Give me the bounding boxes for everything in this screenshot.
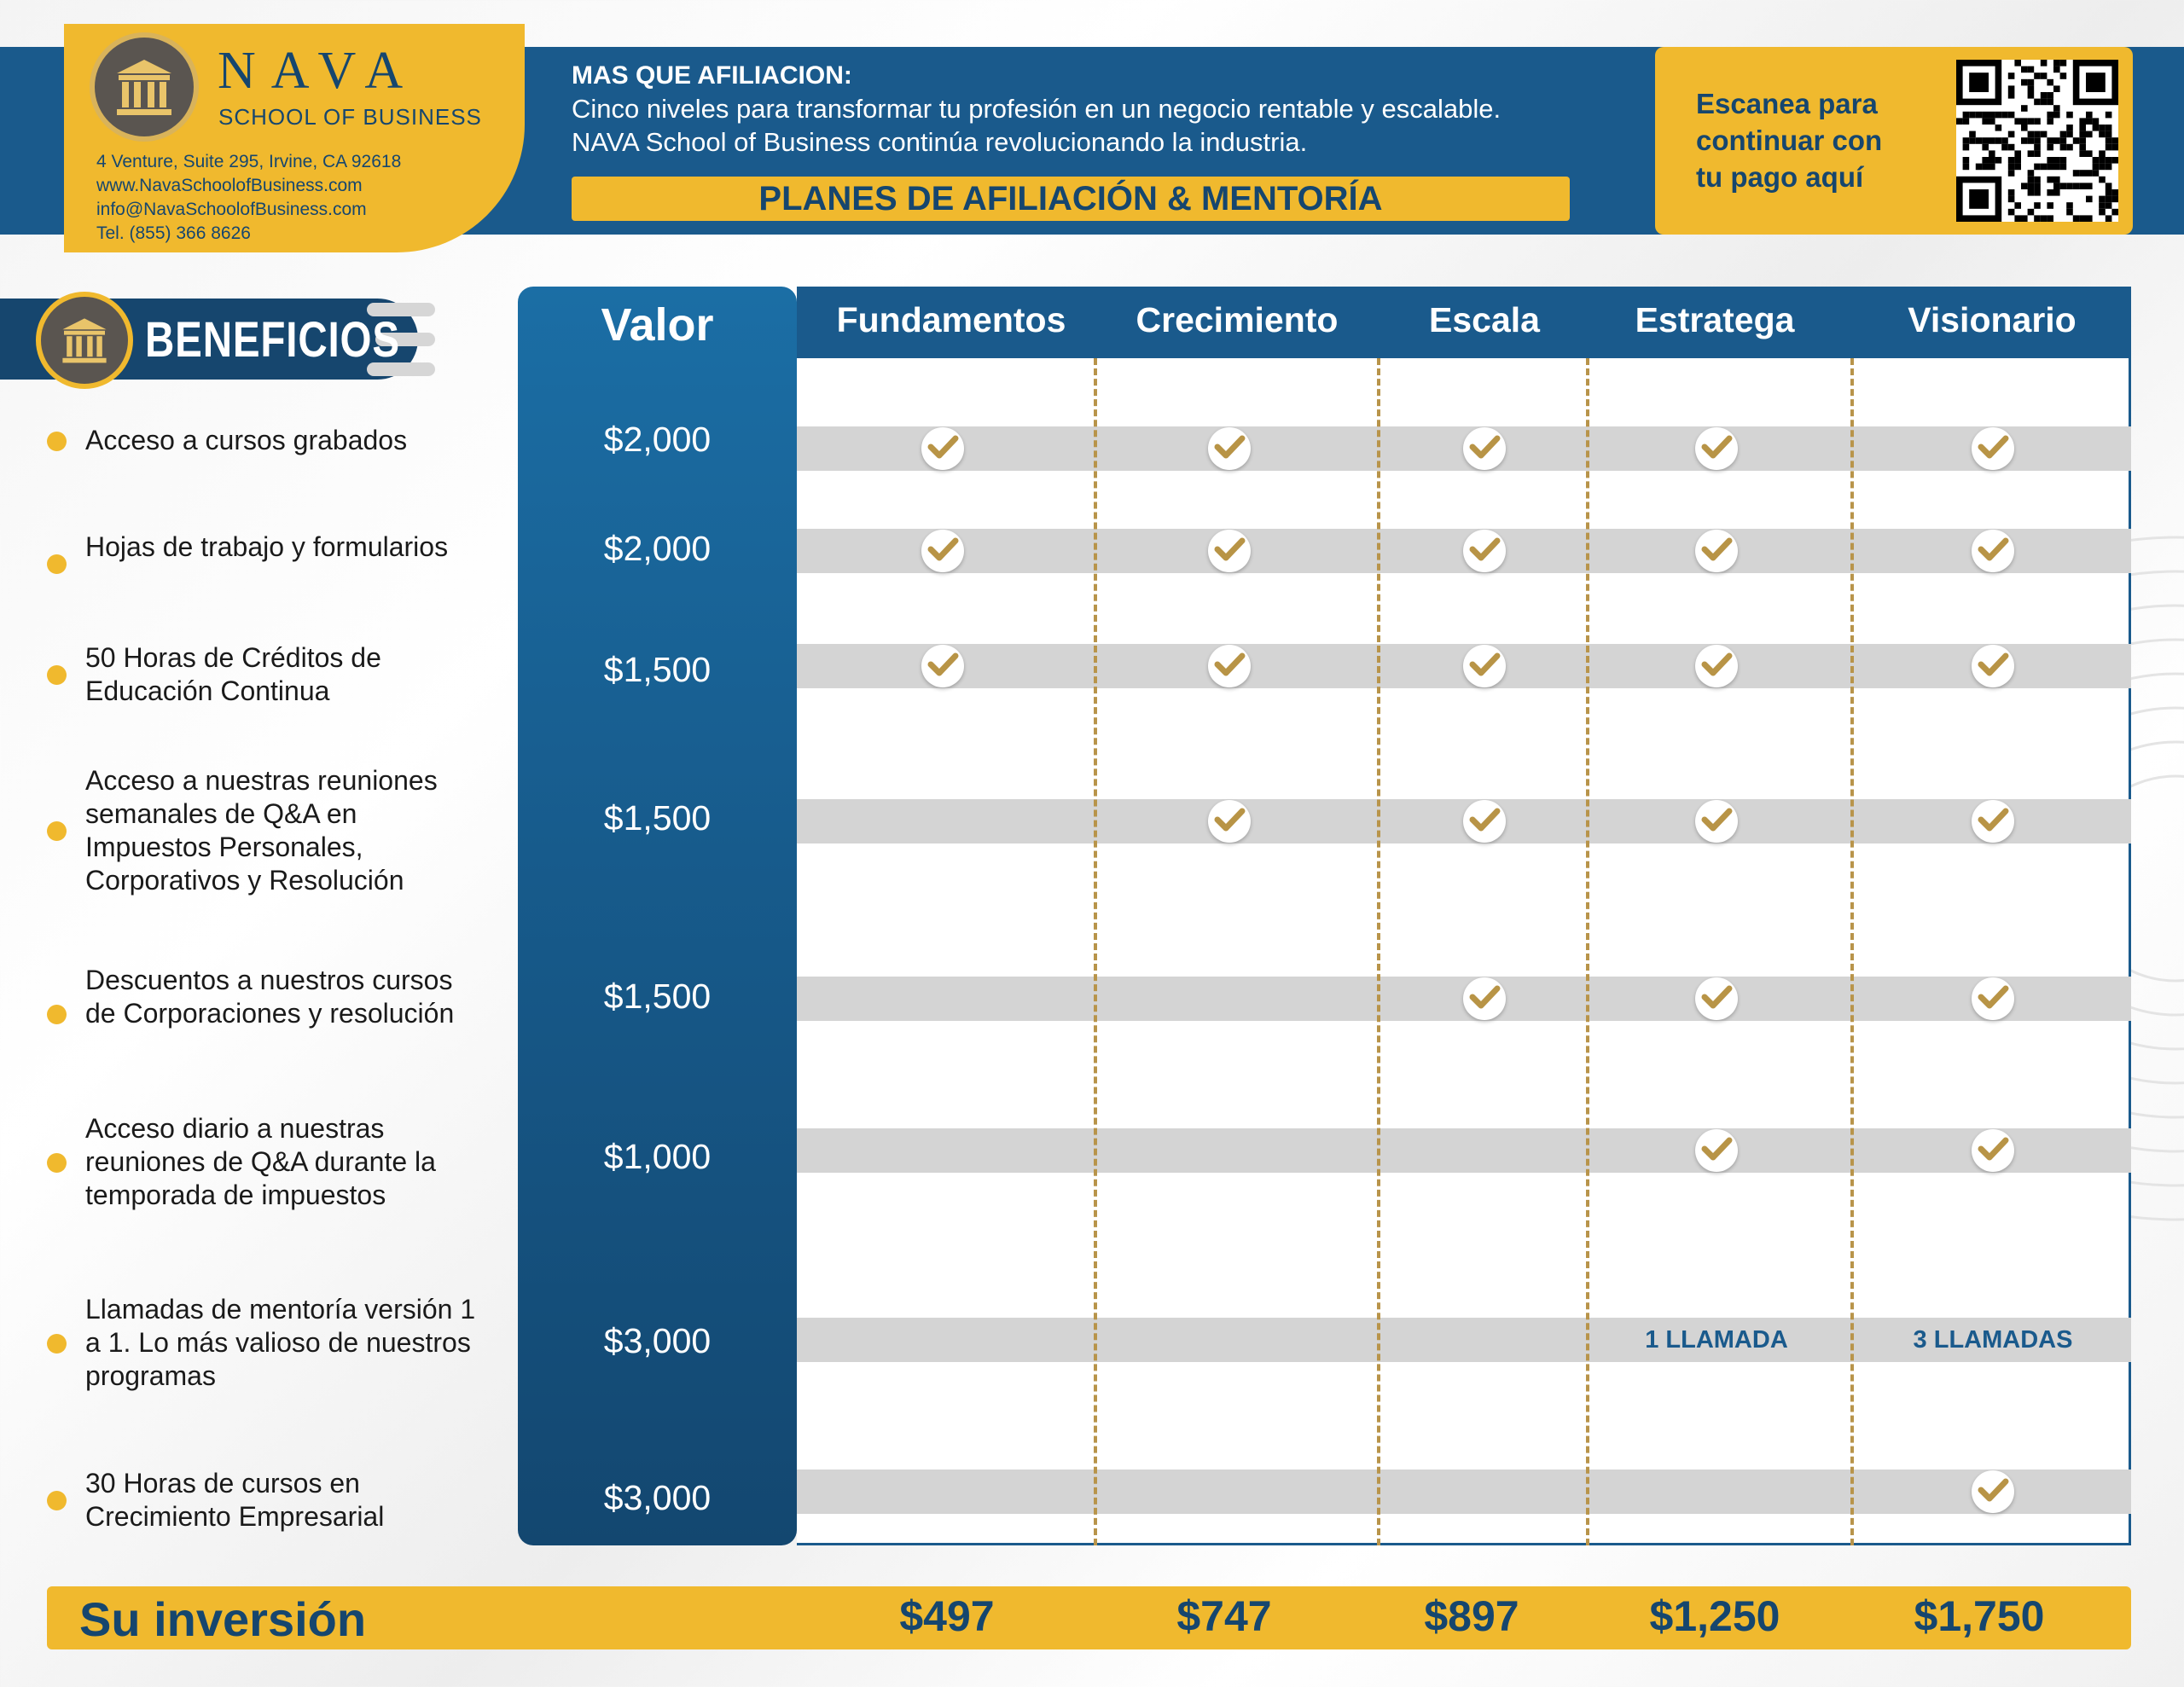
- plan-header-visionario: Visionario: [1908, 300, 2077, 339]
- checkmark-icon: [1208, 645, 1251, 687]
- bullet-dot: [47, 1334, 67, 1354]
- table-row-band: [797, 1470, 2131, 1514]
- checkmark-icon: [1208, 800, 1251, 843]
- row-value: $3,000: [603, 1321, 712, 1360]
- benefit-label: Acceso diario a nuestras reuniones de Q&A durante la temporada de impuestos: [85, 1113, 436, 1210]
- brand-subtitle: SCHOOL OF BUSINESS: [218, 104, 482, 130]
- column-divider: [1377, 358, 1380, 1545]
- bullet-dot: [47, 554, 67, 574]
- qr-line-2: continuar con: [1696, 125, 1883, 156]
- building-icon: [36, 292, 133, 389]
- benefit-label: Acceso a nuestras reuniones semanales de Q&A en Impuestos Personales, Corporativos y Resolución: [85, 765, 438, 896]
- row-value: $1,500: [603, 650, 712, 689]
- checkmark-icon: [1463, 427, 1506, 470]
- checkmark-icon: [921, 645, 964, 687]
- brand-name: NAVA: [218, 42, 419, 100]
- calls-count: 3 LLAMADAS: [1913, 1326, 2073, 1354]
- row-value: $2,000: [603, 420, 712, 459]
- row-value: $1,000: [603, 1137, 712, 1176]
- checkmark-icon: [1972, 1470, 2014, 1513]
- benefit-label: Hojas de trabajo y formularios: [85, 531, 449, 562]
- intro-title: MAS QUE AFILIACION:: [572, 61, 852, 90]
- plan-header-fundamentos: Fundamentos: [836, 300, 1066, 339]
- investment-label: Su inversión: [79, 1592, 367, 1646]
- checkmark-icon: [921, 427, 964, 470]
- table-row-band: [797, 1128, 2131, 1173]
- section-title: BENEFICIOS: [145, 312, 400, 368]
- checkmark-icon: [1972, 427, 2014, 470]
- building-logo-icon: [90, 32, 199, 142]
- checkmark-icon: [1695, 1129, 1738, 1172]
- value-header: Valor: [601, 299, 714, 351]
- price-fundamentos: $497: [899, 1592, 995, 1640]
- qr-instructions: [1696, 85, 1882, 195]
- bullet-dot: [47, 821, 67, 841]
- row-value: $3,000: [603, 1478, 712, 1517]
- qr-line-3: tu pago aquí: [1696, 161, 1864, 193]
- bullet-dot: [47, 432, 67, 451]
- benefit-label: Descuentos a nuestros cursos de Corporaciones y resolución: [85, 965, 455, 1029]
- intro-line-1: Cinco niveles para transformar tu profesión en un negocio rentable y escalable.: [572, 94, 1502, 124]
- checkmark-icon: [1208, 530, 1251, 572]
- price-visionario: $1,750: [1914, 1592, 2045, 1640]
- intro-line-2: NAVA School of Business continúa revolucionando la industria.: [572, 127, 1308, 157]
- benefit-label: 50 Horas de Créditos de Educación Continua: [85, 642, 381, 706]
- checkmark-icon: [1463, 977, 1506, 1020]
- benefit-label: 30 Horas de cursos en Crecimiento Empresarial: [85, 1468, 385, 1532]
- calls-count: 1 LLAMADA: [1645, 1326, 1788, 1354]
- checkmark-icon: [1463, 530, 1506, 572]
- row-value: $2,000: [603, 529, 712, 568]
- checkmark-icon: [1463, 800, 1506, 843]
- row-value: $1,500: [603, 977, 712, 1016]
- column-divider: [1586, 358, 1589, 1545]
- price-estratega: $1,250: [1649, 1592, 1780, 1640]
- checkmark-icon: [1695, 530, 1738, 572]
- address: 4 Venture, Suite 295, Irvine, CA 92618: [96, 152, 402, 171]
- checkmark-icon: [1972, 1129, 2014, 1172]
- checkmark-icon: [1972, 977, 2014, 1020]
- website-link[interactable]: www.NavaSchoolofBusiness.com: [96, 176, 363, 195]
- checkmark-icon: [1695, 645, 1738, 687]
- checkmark-icon: [1695, 977, 1738, 1020]
- checkmark-icon: [1208, 427, 1251, 470]
- bullet-dot: [47, 1005, 67, 1024]
- checkmark-icon: [1972, 800, 2014, 843]
- checkmark-icon: [1463, 645, 1506, 687]
- checkmark-icon: [1695, 800, 1738, 843]
- column-divider: [1094, 358, 1097, 1545]
- email-link[interactable]: info@NavaSchoolofBusiness.com: [96, 200, 367, 219]
- benefit-label: Acceso a cursos grabados: [85, 425, 408, 455]
- bullet-dot: [47, 1491, 67, 1510]
- bullet-dot: [47, 665, 67, 685]
- plan-header-crecimiento: Crecimiento: [1136, 300, 1339, 339]
- phone: Tel. (855) 366 8626: [96, 223, 251, 243]
- qr-line-1: Escanea para: [1696, 88, 1878, 119]
- plans-banner: PLANES DE AFILIACIÓN & MENTORÍA: [572, 177, 1570, 221]
- plan-header-estratega: Estratega: [1635, 300, 1795, 339]
- price-escala: $897: [1424, 1592, 1519, 1640]
- qr-code-icon[interactable]: [1956, 60, 2118, 222]
- row-value: $1,500: [603, 798, 712, 838]
- checkmark-icon: [1972, 645, 2014, 687]
- checkmark-icon: [921, 530, 964, 572]
- plan-header-escala: Escala: [1429, 300, 1540, 339]
- checkmark-icon: [1972, 530, 2014, 572]
- column-divider: [1850, 358, 1854, 1545]
- checkmark-icon: [1695, 427, 1738, 470]
- bullet-dot: [47, 1153, 67, 1173]
- price-crecimiento: $747: [1176, 1592, 1272, 1640]
- benefit-label: Llamadas de mentoría versión 1 a 1. Lo más valioso de nuestros programas: [85, 1294, 476, 1391]
